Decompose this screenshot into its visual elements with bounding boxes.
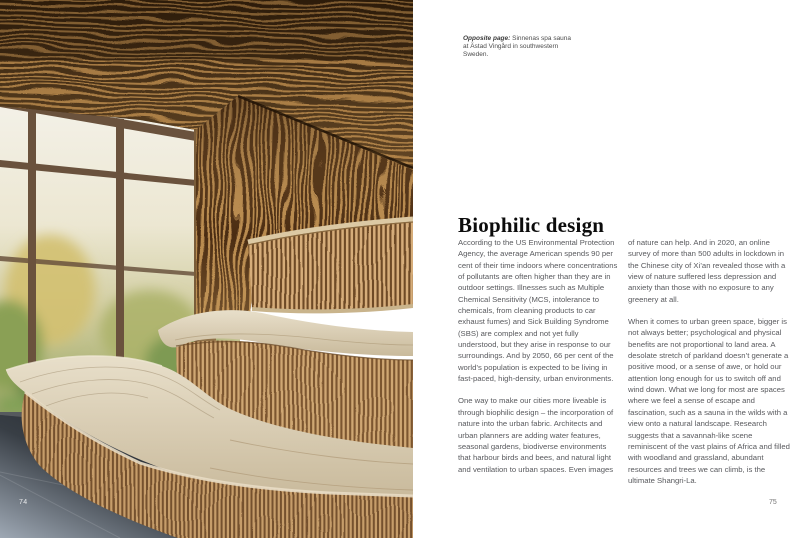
text-page — [413, 0, 800, 538]
paragraph: When it comes to urban green space, bigger is not always better; psychological and physical benefits are not proportional to land area. A desolate stretch of parkland doesn’t generate a positive mood, or a sense of awe, or hold our attention long enough for us to switch off and wind down. What we long for most are spaces where we feel a sense of escape and fascination, such as a sauna in the wilds with a view onto a natural landscape. Research suggests that a savannah-like scene reminiscent of the vast plains of Africa and filled with woodland and grassland, abundant resources and trees we can climb, is the ultimate Shangri-La. — [628, 317, 790, 485]
body-column-1 — [458, 237, 620, 486]
page-number-left: 74 — [19, 499, 28, 506]
paragraph: of nature can help. And in 2020, an online survey of more than 500 adults in lockdown in the Chinese city of Xi’an revealed those with a view of nature suffered less depression and anxiety than those with no exposure to any greenery at all. — [628, 238, 786, 304]
caption-lead: Opposite page: — [463, 35, 511, 42]
paragraph: According to the US Environmental Protection Agency, the average American spends 90 per cent of their time indoors where concentrations of pollutants are often higher than they are in outdoor settings. Illnesses such as Multiple Chemical Sensitivity (MCS, intolerance to chemicals, from cleaning products to car exhaust fumes) and Sick Building Syndrome (SBS) are complex and not yet fully understood, but they arise in response to our surroundings. And by 2050, 66 per cent of the world’s population is expected to be living in fast-paced, high-density, urban environments. — [458, 238, 618, 384]
photo-caption — [463, 35, 575, 60]
caption-text: Sinnenas spa sauna at Ästad Vingård in southwestern Sweden. — [463, 35, 572, 59]
chapter-heading: Biophilic design — [458, 213, 605, 238]
body-columns — [458, 237, 790, 486]
page-number-right: 75 — [769, 499, 777, 506]
body-column-2 — [628, 237, 790, 486]
paragraph: One way to make our cities more liveable is through biophilic design – the incorporation of nature into the urban fabric. Architects and urban planners are adding water features, seasonal gardens, biodiverse environments that harbour birds and bees, and natural light and ventilation to urban spaces. Even images — [458, 396, 614, 474]
